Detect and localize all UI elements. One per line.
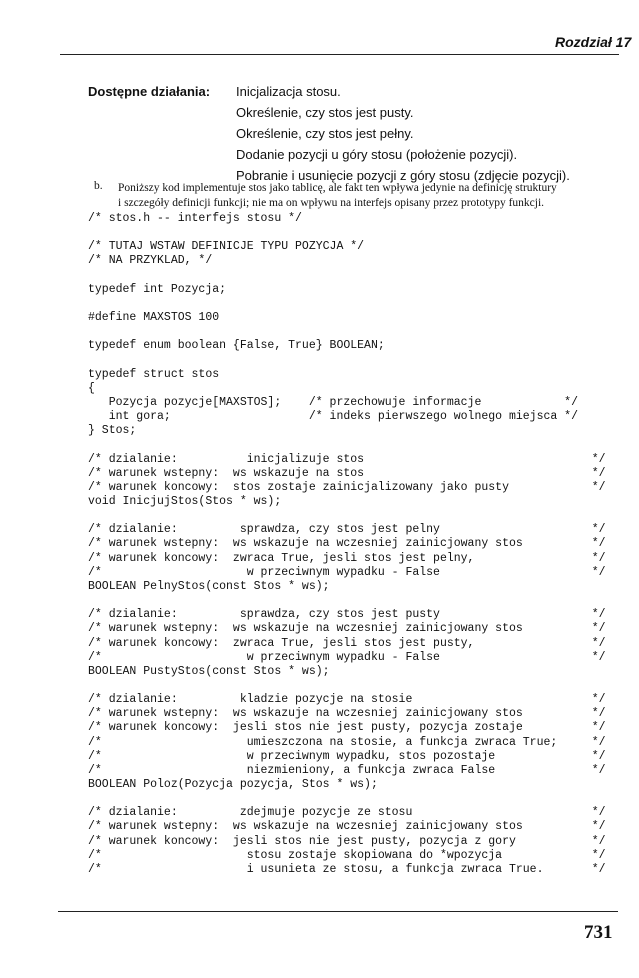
code-line: /* warunek wstepny: ws wskazuje na wczesniej zainicjowany stos */ bbox=[88, 537, 606, 551]
operation-item: Określenie, czy stos jest pusty. bbox=[236, 105, 414, 120]
code-line: BOOLEAN PelnyStos(const Stos * ws); bbox=[88, 579, 330, 593]
code-line: /* dzialanie: zdejmuje pozycje ze stosu */ bbox=[88, 806, 606, 820]
code-line: /* warunek koncowy: stos zostaje zainicjalizowany jako pusty */ bbox=[88, 480, 606, 494]
code-line: /* warunek koncowy: jesli stos nie jest pusty, pozycja zostaje */ bbox=[88, 721, 606, 735]
code-line: /* warunek koncowy: jesli stos nie jest pusty, pozycja z gory */ bbox=[88, 834, 606, 848]
chapter-header: Rozdział 17 bbox=[555, 34, 632, 50]
operations-label: Dostępne działania: bbox=[88, 84, 211, 99]
code-line: /* umieszczona na stosie, a funkcja zwraca True; */ bbox=[88, 735, 606, 749]
code-line: /* w przeciwnym wypadku, stos pozostaje */ bbox=[88, 749, 606, 763]
code-line: /* stos.h -- interfejs stosu */ bbox=[88, 212, 302, 225]
code-line: /* w przeciwnym wypadku - False */ bbox=[88, 565, 606, 579]
code-line: /* w przeciwnym wypadku - False */ bbox=[88, 650, 606, 664]
operation-item: Dodanie pozycji u góry stosu (położenie pozycji). bbox=[236, 147, 518, 162]
operation-item: Określenie, czy stos jest pełny. bbox=[236, 126, 414, 141]
code-line: /* warunek wstepny: ws wskazuje na stos */ bbox=[88, 466, 606, 480]
operation-item: Pobranie i usunięcie pozycji z góry stosu (zdjęcie pozycji). bbox=[236, 168, 570, 183]
code-line: /* NA PRZYKLAD, */ bbox=[88, 254, 213, 268]
code-line: /* warunek koncowy: zwraca True, jesli stos jest pelny, */ bbox=[88, 551, 606, 565]
note-line: i szczegóły definicji funkcji; nie ma on wpływu na interfejs opisany przez prototypy funkcji. bbox=[118, 197, 545, 209]
code-line: /* niezmieniony, a funkcja zwraca False */ bbox=[88, 763, 606, 777]
code-line: /* stosu zostaje skopiowana do *wpozycja */ bbox=[88, 848, 606, 862]
code-line: /* dzialanie: sprawdza, czy stos jest pelny */ bbox=[88, 523, 606, 537]
code-line: /* warunek koncowy: zwraca True, jesli stos jest pusty, */ bbox=[88, 636, 606, 650]
code-line: typedef struct stos bbox=[88, 367, 220, 381]
code-line: BOOLEAN Poloz(Pozycja pozycja, Stos * ws); bbox=[88, 778, 378, 791]
code-line: /* warunek wstepny: ws wskazuje na wczesniej zainicjowany stos */ bbox=[88, 820, 606, 834]
bottom-rule bbox=[58, 911, 618, 912]
code-line: /* dzialanie: inicjalizuje stos */ bbox=[88, 452, 606, 466]
operation-item: Inicjalizacja stosu. bbox=[236, 84, 341, 99]
code-line: /* i usunieta ze stosu, a funkcja zwraca True. */ bbox=[88, 862, 606, 876]
note-line: Poniższy kod implementuje stos jako tablicę, ale fakt ten wpływa jedynie na definicję struktury bbox=[118, 182, 557, 194]
code-line: /* warunek wstepny: ws wskazuje na wczesniej zainicjowany stos */ bbox=[88, 622, 606, 636]
code-line: /* warunek wstepny: ws wskazuje na wczesniej zainicjowany stos */ bbox=[88, 707, 606, 721]
page-number: 731 bbox=[584, 922, 613, 943]
code-line: } Stos; bbox=[88, 424, 137, 438]
code-line: Pozycja pozycje[MAXSTOS]; /* przechowuje informacje */ bbox=[88, 395, 578, 409]
code-line: typedef enum boolean {False, True} BOOLEAN; bbox=[88, 339, 385, 353]
code-line: /* dzialanie: kladzie pozycje na stosie */ bbox=[88, 693, 606, 707]
code-line: /* dzialanie: sprawdza, czy stos jest pusty */ bbox=[88, 608, 606, 622]
code-line: /* TUTAJ WSTAW DEFINICJE TYPU POZYCJA */ bbox=[88, 240, 365, 254]
code-line: void InicjujStos(Stos * ws); bbox=[88, 495, 282, 508]
code-line: int gora; /* indeks pierwszego wolnego miejsca */ bbox=[88, 410, 578, 424]
code-line: typedef int Pozycja; bbox=[88, 282, 227, 296]
note-marker: b. bbox=[94, 180, 103, 192]
code-line: BOOLEAN PustyStos(const Stos * ws); bbox=[88, 664, 330, 678]
top-rule bbox=[60, 54, 619, 55]
code-line: #define MAXSTOS 100 bbox=[88, 311, 220, 325]
code-line: { bbox=[88, 381, 95, 395]
